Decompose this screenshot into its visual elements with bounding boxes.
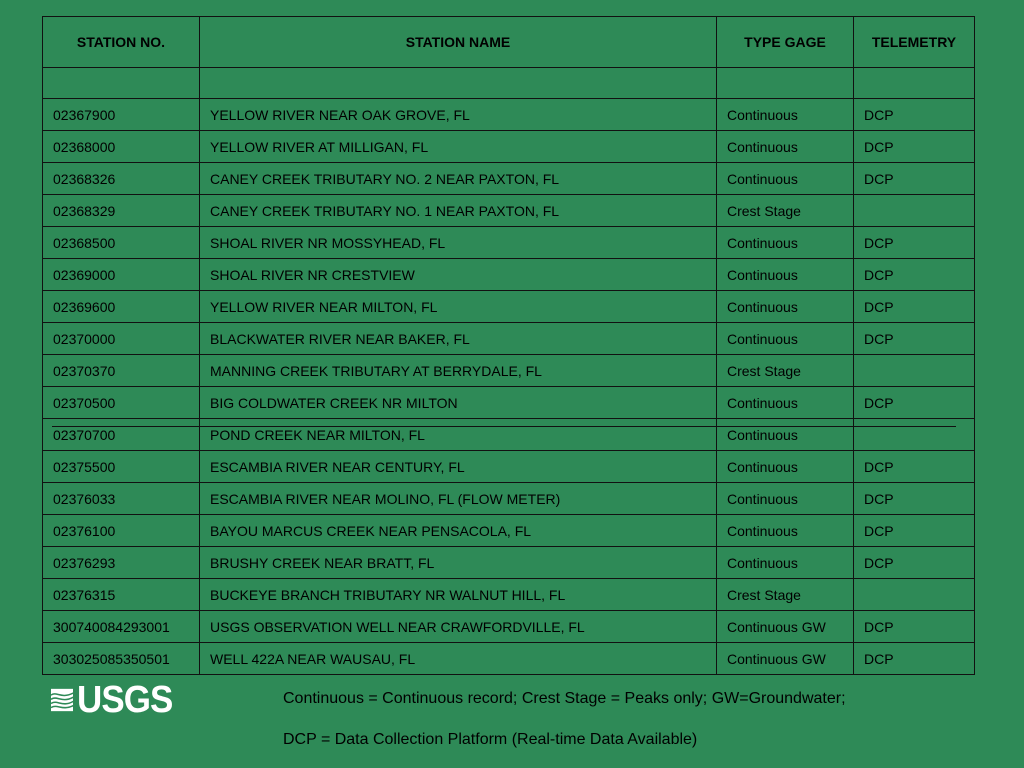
- station-no-cell: 02368500: [43, 227, 200, 259]
- station-no-cell: 02370700: [43, 419, 200, 451]
- telemetry-cell: DCP: [854, 611, 975, 643]
- type-gage-cell: Continuous: [717, 99, 854, 131]
- station-name-cell: YELLOW RIVER NEAR MILTON, FL: [200, 291, 717, 323]
- table-row: [43, 547, 975, 579]
- legend-line-2: DCP = Data Collection Platform (Real-time Data Available): [283, 731, 698, 748]
- telemetry-cell: DCP: [854, 291, 975, 323]
- table-row: [43, 131, 975, 163]
- header-station-name: STATION NAME: [200, 17, 717, 68]
- type-gage-cell: Continuous: [717, 227, 854, 259]
- table-row: [43, 355, 975, 387]
- telemetry-cell: DCP: [854, 323, 975, 355]
- usgs-logo-text: USGS: [77, 679, 173, 721]
- station-name-cell: YELLOW RIVER NEAR OAK GROVE, FL: [200, 99, 717, 131]
- station-name-cell: MANNING CREEK TRIBUTARY AT BERRYDALE, FL: [200, 355, 717, 387]
- telemetry-cell: DCP: [854, 515, 975, 547]
- legend-line-1: Continuous = Continuous record; Crest Stage = Peaks only; GW=Groundwater;: [283, 690, 846, 707]
- telemetry-cell: [854, 355, 975, 387]
- type-gage-cell: Crest Stage: [717, 355, 854, 387]
- station-name-cell: BLACKWATER RIVER NEAR BAKER, FL: [200, 323, 717, 355]
- usgs-wave-icon: [51, 684, 73, 716]
- station-no-cell: 02368000: [43, 131, 200, 163]
- legend: [283, 688, 846, 751]
- type-gage-cell: Continuous GW: [717, 643, 854, 675]
- type-gage-cell: Continuous: [717, 515, 854, 547]
- type-gage-cell: Continuous: [717, 387, 854, 419]
- table-row: [43, 259, 975, 291]
- table-row: [43, 451, 975, 483]
- type-gage-cell: Continuous: [717, 131, 854, 163]
- station-no-cell: 02370000: [43, 323, 200, 355]
- station-table: [42, 16, 975, 675]
- station-name-cell: BAYOU MARCUS CREEK NEAR PENSACOLA, FL: [200, 515, 717, 547]
- station-name-cell: ESCAMBIA RIVER NEAR CENTURY, FL: [200, 451, 717, 483]
- header-row: [43, 17, 975, 68]
- usgs-logo: [51, 679, 181, 721]
- table-row: [43, 643, 975, 675]
- telemetry-cell: DCP: [854, 131, 975, 163]
- telemetry-cell: DCP: [854, 163, 975, 195]
- station-no-cell: 02368326: [43, 163, 200, 195]
- table-row: [43, 291, 975, 323]
- type-gage-cell: Crest Stage: [717, 579, 854, 611]
- strikethrough-line: [52, 426, 956, 427]
- station-no-cell: 02369600: [43, 291, 200, 323]
- station-name-cell: SHOAL RIVER NR MOSSYHEAD, FL: [200, 227, 717, 259]
- telemetry-cell: DCP: [854, 227, 975, 259]
- station-no-cell: 02370370: [43, 355, 200, 387]
- station-name-cell: YELLOW RIVER AT MILLIGAN, FL: [200, 131, 717, 163]
- table-row: [43, 323, 975, 355]
- station-name-cell: SHOAL RIVER NR CRESTVIEW: [200, 259, 717, 291]
- table-row: [43, 611, 975, 643]
- telemetry-cell: [854, 579, 975, 611]
- table-row: [43, 387, 975, 419]
- type-gage-cell: Continuous: [717, 291, 854, 323]
- station-name-cell: POND CREEK NEAR MILTON, FL: [200, 419, 717, 451]
- type-gage-cell: Continuous: [717, 259, 854, 291]
- table-row: [43, 579, 975, 611]
- station-name-cell: CANEY CREEK TRIBUTARY NO. 1 NEAR PAXTON, FL: [200, 195, 717, 227]
- table-row: [43, 419, 975, 451]
- type-gage-cell: Continuous: [717, 419, 854, 451]
- station-name-cell: BRUSHY CREEK NEAR BRATT, FL: [200, 547, 717, 579]
- table-row: [43, 163, 975, 195]
- station-name-cell: USGS OBSERVATION WELL NEAR CRAWFORDVILLE, FL: [200, 611, 717, 643]
- telemetry-cell: DCP: [854, 259, 975, 291]
- station-no-cell: 02376315: [43, 579, 200, 611]
- telemetry-cell: DCP: [854, 643, 975, 675]
- telemetry-cell: [854, 195, 975, 227]
- blank-row: [43, 68, 975, 99]
- telemetry-cell: DCP: [854, 547, 975, 579]
- telemetry-cell: DCP: [854, 483, 975, 515]
- station-no-cell: 02370500: [43, 387, 200, 419]
- type-gage-cell: Continuous: [717, 323, 854, 355]
- station-no-cell: 303025085350501: [43, 643, 200, 675]
- telemetry-cell: [854, 419, 975, 451]
- type-gage-cell: Continuous: [717, 547, 854, 579]
- type-gage-cell: Continuous: [717, 163, 854, 195]
- station-no-cell: 02376293: [43, 547, 200, 579]
- station-name-cell: WELL 422A NEAR WAUSAU, FL: [200, 643, 717, 675]
- header-type-gage: TYPE GAGE: [717, 17, 854, 68]
- table-row: [43, 515, 975, 547]
- table-row: [43, 227, 975, 259]
- table-row: [43, 483, 975, 515]
- table-row: [43, 195, 975, 227]
- station-name-cell: ESCAMBIA RIVER NEAR MOLINO, FL (FLOW METER): [200, 483, 717, 515]
- station-no-cell: 02375500: [43, 451, 200, 483]
- telemetry-cell: DCP: [854, 99, 975, 131]
- type-gage-cell: Crest Stage: [717, 195, 854, 227]
- station-no-cell: 02367900: [43, 99, 200, 131]
- station-no-cell: 02376100: [43, 515, 200, 547]
- type-gage-cell: Continuous: [717, 451, 854, 483]
- station-name-cell: BUCKEYE BRANCH TRIBUTARY NR WALNUT HILL, FL: [200, 579, 717, 611]
- station-no-cell: 02368329: [43, 195, 200, 227]
- telemetry-cell: DCP: [854, 451, 975, 483]
- type-gage-cell: Continuous: [717, 483, 854, 515]
- header-telemetry: TELEMETRY: [854, 17, 975, 68]
- header-station-no: STATION NO.: [43, 17, 200, 68]
- station-name-cell: BIG COLDWATER CREEK NR MILTON: [200, 387, 717, 419]
- type-gage-cell: Continuous GW: [717, 611, 854, 643]
- telemetry-cell: DCP: [854, 387, 975, 419]
- table-row: [43, 99, 975, 131]
- station-no-cell: 02369000: [43, 259, 200, 291]
- station-no-cell: 300740084293001: [43, 611, 200, 643]
- station-no-cell: 02376033: [43, 483, 200, 515]
- station-name-cell: CANEY CREEK TRIBUTARY NO. 2 NEAR PAXTON, FL: [200, 163, 717, 195]
